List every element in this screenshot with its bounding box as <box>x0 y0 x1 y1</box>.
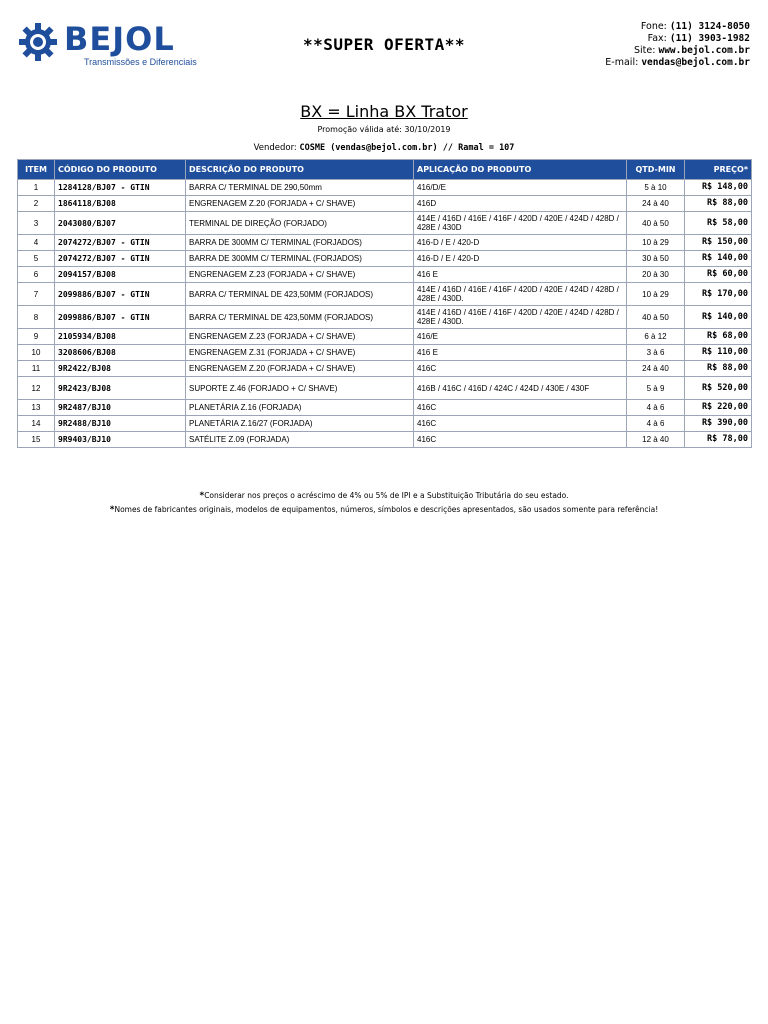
cell-item: 14 <box>18 416 55 432</box>
table-row <box>18 306 752 329</box>
cell-item: 11 <box>18 361 55 377</box>
cell-application: 416D <box>414 196 627 212</box>
cell-price: R$ 220,00 <box>685 400 752 416</box>
cell-qtd-min: 24 à 40 <box>627 361 685 377</box>
cell-application: 416C <box>414 400 627 416</box>
cell-qtd-min: 4 à 6 <box>627 416 685 432</box>
product-table <box>17 159 752 448</box>
cell-qtd-min: 30 à 50 <box>627 251 685 267</box>
cell-product-code: 9R9403/BJ10 <box>55 432 186 448</box>
cell-application: 416C <box>414 416 627 432</box>
cell-item: 13 <box>18 400 55 416</box>
col-header-application: APLICAÇÃO DO PRODUTO <box>414 160 627 180</box>
table-row <box>18 377 752 400</box>
cell-qtd-min: 40 à 50 <box>627 306 685 329</box>
cell-product-code: 2094157/BJ08 <box>55 267 186 283</box>
cell-description: PLANETÁRIA Z.16 (FORJADA) <box>186 400 414 416</box>
cell-price: R$ 58,00 <box>685 212 752 235</box>
table-row <box>18 416 752 432</box>
cell-qtd-min: 4 à 6 <box>627 400 685 416</box>
cell-price: R$ 78,00 <box>685 432 752 448</box>
table-row <box>18 432 752 448</box>
cell-qtd-min: 40 à 50 <box>627 212 685 235</box>
cell-application: 414E / 416D / 416E / 416F / 420D / 420E / 424D / 428D / 428E / 430D. <box>414 306 627 329</box>
cell-qtd-min: 24 à 40 <box>627 196 685 212</box>
cell-application: 414E / 416D / 416E / 416F / 420D / 420E / 424D / 428D / 428E / 430D. <box>414 283 627 306</box>
cell-item: 1 <box>18 180 55 196</box>
cell-item: 5 <box>18 251 55 267</box>
contact-block <box>605 21 750 69</box>
cell-product-code: 1864118/BJ08 <box>55 196 186 212</box>
logo-wordmark: BEJOL <box>64 20 175 58</box>
cell-price: R$ 170,00 <box>685 283 752 306</box>
cell-description: PLANETÁRIA Z.16/27 (FORJADA) <box>186 416 414 432</box>
col-header-item: ITEM <box>18 160 55 180</box>
cell-price: R$ 140,00 <box>685 306 752 329</box>
cell-product-code: 2105934/BJ08 <box>55 329 186 345</box>
cell-item: 2 <box>18 196 55 212</box>
footnote-text: Nomes de fabricantes originais, modelos de equipamentos, números, símbolos e descrições apresentados, são usados somente para referência! <box>114 505 659 514</box>
cell-price: R$ 88,00 <box>685 361 752 377</box>
table-row <box>18 283 752 306</box>
cell-product-code: 3208606/BJ08 <box>55 345 186 361</box>
cell-application: 416/E <box>414 329 627 345</box>
cell-product-code: 9R2488/BJ10 <box>55 416 186 432</box>
contact-site <box>605 45 750 57</box>
cell-description: ENGRENAGEM Z.31 (FORJADA + C/ SHAVE) <box>186 345 414 361</box>
cell-product-code: 2099886/BJ07 - GTIN <box>55 283 186 306</box>
cell-price: R$ 150,00 <box>685 235 752 251</box>
site-link[interactable]: www.bejol.com.br <box>658 45 750 56</box>
cell-description: TERMINAL DE DIREÇÃO (FORJADO) <box>186 212 414 235</box>
cell-price: R$ 148,00 <box>685 180 752 196</box>
email-label: E-mail: <box>605 57 639 68</box>
cell-description: BARRA DE 300MM C/ TERMINAL (FORJADOS) <box>186 251 414 267</box>
fax-label: Fax: <box>647 33 667 44</box>
cell-price: R$ 520,00 <box>685 377 752 400</box>
cell-description: BARRA C/ TERMINAL DE 423,50MM (FORJADOS) <box>186 283 414 306</box>
cell-application: 416-D / E / 420-D <box>414 251 627 267</box>
document-title: BX = Linha BX Trator <box>300 102 468 121</box>
table-row <box>18 251 752 267</box>
cell-description: ENGRENAGEM Z.23 (FORJADA + C/ SHAVE) <box>186 267 414 283</box>
table-row <box>18 267 752 283</box>
cell-application: 416B / 416C / 416D / 424C / 424D / 430E / 430F <box>414 377 627 400</box>
contact-phone <box>605 21 750 33</box>
footnotes <box>0 489 768 517</box>
cell-price: R$ 110,00 <box>685 345 752 361</box>
cell-item: 4 <box>18 235 55 251</box>
cell-product-code: 2074272/BJ07 - GTIN <box>55 251 186 267</box>
footnote-ipi <box>0 489 768 503</box>
cell-description: BARRA DE 300MM C/ TERMINAL (FORJADOS) <box>186 235 414 251</box>
cell-product-code: 9R2422/BJ08 <box>55 361 186 377</box>
cell-item: 8 <box>18 306 55 329</box>
col-header-price: PREÇO* <box>685 160 752 180</box>
table-row <box>18 361 752 377</box>
table-header-row <box>18 160 752 180</box>
cell-application: 416 E <box>414 267 627 283</box>
fax-value: (11) 3903-1982 <box>669 33 750 44</box>
cell-item: 6 <box>18 267 55 283</box>
cell-application: 416 E <box>414 345 627 361</box>
cell-description: ENGRENAGEM Z.20 (FORJADA + C/ SHAVE) <box>186 196 414 212</box>
cell-qtd-min: 10 à 29 <box>627 283 685 306</box>
headline: **SUPER OFERTA** <box>302 35 466 54</box>
cell-qtd-min: 6 à 12 <box>627 329 685 345</box>
col-header-code: CÓDIGO DO PRODUTO <box>55 160 186 180</box>
cell-product-code: 9R2423/BJ08 <box>55 377 186 400</box>
cell-application: 416-D / E / 420-D <box>414 235 627 251</box>
cell-price: R$ 88,00 <box>685 196 752 212</box>
promo-validity: Promoção válida até: 30/10/2019 <box>317 125 451 134</box>
table-row <box>18 212 752 235</box>
cell-price: R$ 140,00 <box>685 251 752 267</box>
cell-item: 3 <box>18 212 55 235</box>
cell-product-code: 2099886/BJ07 - GTIN <box>55 306 186 329</box>
cell-application: 414E / 416D / 416E / 416F / 420D / 420E / 424D / 428D / 428E / 430D <box>414 212 627 235</box>
footnote-text: Considerar nos preços o acréscimo de 4% ou 5% de IPI e a Substituição Tributária do seu estado. <box>204 491 569 500</box>
table-row <box>18 329 752 345</box>
cell-price: R$ 390,00 <box>685 416 752 432</box>
cell-product-code: 9R2487/BJ10 <box>55 400 186 416</box>
footnote-reference <box>0 503 768 517</box>
cell-item: 12 <box>18 377 55 400</box>
cell-description: SUPORTE Z.46 (FORJADO + C/ SHAVE) <box>186 377 414 400</box>
cell-item: 9 <box>18 329 55 345</box>
cell-qtd-min: 5 à 9 <box>627 377 685 400</box>
cell-qtd-min: 20 à 30 <box>627 267 685 283</box>
cell-price: R$ 60,00 <box>685 267 752 283</box>
cell-application: 416C <box>414 432 627 448</box>
col-header-qtd-min: QTD-MIN <box>627 160 685 180</box>
cell-qtd-min: 3 à 6 <box>627 345 685 361</box>
logo-tagline: Transmissões e Diferenciais <box>84 57 197 67</box>
cell-application: 416C <box>414 361 627 377</box>
seller-value: COSME (vendas@bejol.com.br) // Ramal = 107 <box>299 143 515 153</box>
seller-line <box>0 143 768 153</box>
table-row <box>18 345 752 361</box>
cell-item: 15 <box>18 432 55 448</box>
cell-item: 10 <box>18 345 55 361</box>
footnote-star: * <box>109 505 115 515</box>
contact-email <box>605 57 750 69</box>
seller-label: Vendedor: <box>253 143 297 153</box>
cell-qtd-min: 12 à 40 <box>627 432 685 448</box>
cell-item: 7 <box>18 283 55 306</box>
table-row <box>18 196 752 212</box>
footnote-star: * <box>199 491 205 501</box>
cell-application: 416/D/E <box>414 180 627 196</box>
email-link[interactable]: vendas@bejol.com.br <box>641 57 750 68</box>
cell-qtd-min: 5 à 10 <box>627 180 685 196</box>
cell-product-code: 2074272/BJ07 - GTIN <box>55 235 186 251</box>
phone-value: (11) 3124-8050 <box>669 21 750 32</box>
cell-product-code: 2043080/BJ07 <box>55 212 186 235</box>
table-row <box>18 180 752 196</box>
contact-fax <box>605 33 750 45</box>
site-label: Site: <box>634 45 656 56</box>
cell-product-code: 1284128/BJ07 - GTIN <box>55 180 186 196</box>
cell-description: SATÉLITE Z.09 (FORJADA) <box>186 432 414 448</box>
cell-description: BARRA C/ TERMINAL DE 423,50MM (FORJADOS) <box>186 306 414 329</box>
cell-description: ENGRENAGEM Z.23 (FORJADA + C/ SHAVE) <box>186 329 414 345</box>
table-row <box>18 235 752 251</box>
cell-qtd-min: 10 à 29 <box>627 235 685 251</box>
phone-label: Fone: <box>640 21 667 32</box>
cell-description: BARRA C/ TERMINAL DE 290,50mm <box>186 180 414 196</box>
cell-price: R$ 68,00 <box>685 329 752 345</box>
cell-description: ENGRENAGEM Z.20 (FORJADA + C/ SHAVE) <box>186 361 414 377</box>
col-header-description: DESCRIÇÃO DO PRODUTO <box>186 160 414 180</box>
table-row <box>18 400 752 416</box>
